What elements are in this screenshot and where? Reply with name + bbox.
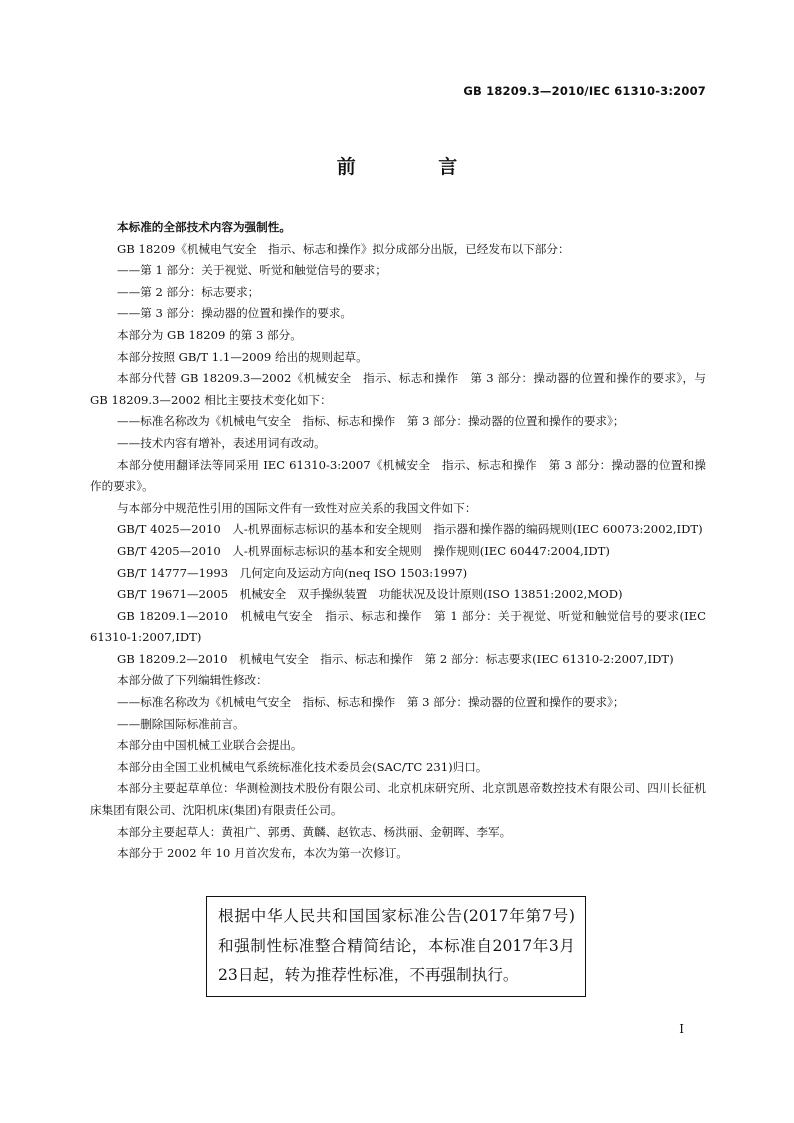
paragraph: 本部分于 2002 年 10 月首次发布，本次为第一次修订。 <box>117 846 408 861</box>
paragraph: 与本部分中规范性引用的国际文件有一致性对应关系的我国文件如下： <box>117 500 477 515</box>
paragraph: 本部分由中国机械工业联合会提出。 <box>117 738 303 753</box>
standard-number: GB 18209.3—2010/IEC 61310-3:2007 <box>463 84 706 98</box>
reference-item: GB 18209.2—2010 机械电气安全 指示、标志和操作 第 2 部分：标志要求(IEC 61310-2:2007,IDT) <box>117 651 674 666</box>
list-item: ——第 3 部分：操动器的位置和操作的要求。 <box>117 306 353 321</box>
paragraph: 本部分由全国工业机械电气系统标准化技术委员会(SAC/TC 231)归口。 <box>117 759 488 774</box>
reference-item: GB/T 19671—2005 机械安全 双手操纵装置 功能状况及设计原则(ISO 13851:2002,MOD) <box>117 587 623 602</box>
list-item: ——标准名称改为《机械电气安全 指标、标志和操作 第 3 部分：操动器的位置和操作的要求》； <box>117 695 625 710</box>
paragraph: 本部分主要起草单位：华测检测技术股份有限公司、北京机床研究所、北京凯恩帝数控技术有限公司、四川长征机床集团有限公司、沈阳机床(集团)有限责任公司。 <box>90 781 706 818</box>
paragraph: 本部分代替 GB 18209.3—2002《机械安全 指示、标志和操作 第 3 部分：操动器的位置和操作的要求》，与 GB 18209.3—2002 相比主要技术变化如下： <box>90 371 706 407</box>
paragraph: GB 18209《机械电气安全 指示、标志和操作》拟分成部分出版，已经发布以下部分： <box>117 241 570 256</box>
paragraph: 本部分使用翻译法等同采用 IEC 61310-3:2007《机械安全 指示、标志和操作 第 3 部分：操动器的位置和操作的要求》。 <box>90 457 706 494</box>
foreword-body <box>90 217 706 865</box>
list-item: ——第 1 部分：关于视觉、听觉和触觉信号的要求； <box>117 263 387 278</box>
reference-item: GB/T 4205—2010 人-机界面标志标识的基本和安全规则 操作规则(IEC 60447:2004,IDT) <box>117 543 610 558</box>
paragraph: 本部分按照 GB/T 1.1—2009 给出的规则起草。 <box>117 349 368 364</box>
page-number: I <box>679 1022 684 1036</box>
reference-item: GB 18209.1—2010 机械电气安全 指示、标志和操作 第 1 部分：关于视觉、听觉和触觉信号的要求(IEC 61310-1:2007,IDT) <box>90 608 706 645</box>
page-title: 前 言 <box>336 156 496 178</box>
reference-item: GB/T 4025—2010 人-机界面标志标识的基本和安全规则 指示器和操作器的编码规则(IEC 60073:2002,IDT) <box>117 522 703 537</box>
recommended-standard-notice: 根据中华人民共和国国家标准公告(2017年第7号)和强制性标准整合精简结论，本标准自2017年3月23日起，转为推荐性标准，不再强制执行。 <box>206 896 586 997</box>
paragraph: 本部分为 GB 18209 的第 3 部分。 <box>117 327 302 342</box>
paragraph: 本部分做了下列编辑性修改： <box>117 673 268 688</box>
reference-item: GB/T 14777—1993 几何定向及运动方向(neq ISO 1503:1997) <box>117 565 468 580</box>
list-item: ——第 2 部分：标志要求； <box>117 284 260 299</box>
paragraph: 本部分主要起草人：黄祖广、郭勇、黄麟、赵钦志、杨洪丽、金朝晖、李军。 <box>117 824 512 839</box>
mandatory-statement: 本标准的全部技术内容为强制性。 <box>117 220 291 234</box>
list-item: ——删除国际标准前言。 <box>117 716 245 731</box>
list-item: ——技术内容有增补，表述用词有改动。 <box>117 435 326 450</box>
list-item: ——标准名称改为《机械电气安全 指标、标志和操作 第 3 部分：操动器的位置和操作的要求》； <box>117 414 625 429</box>
